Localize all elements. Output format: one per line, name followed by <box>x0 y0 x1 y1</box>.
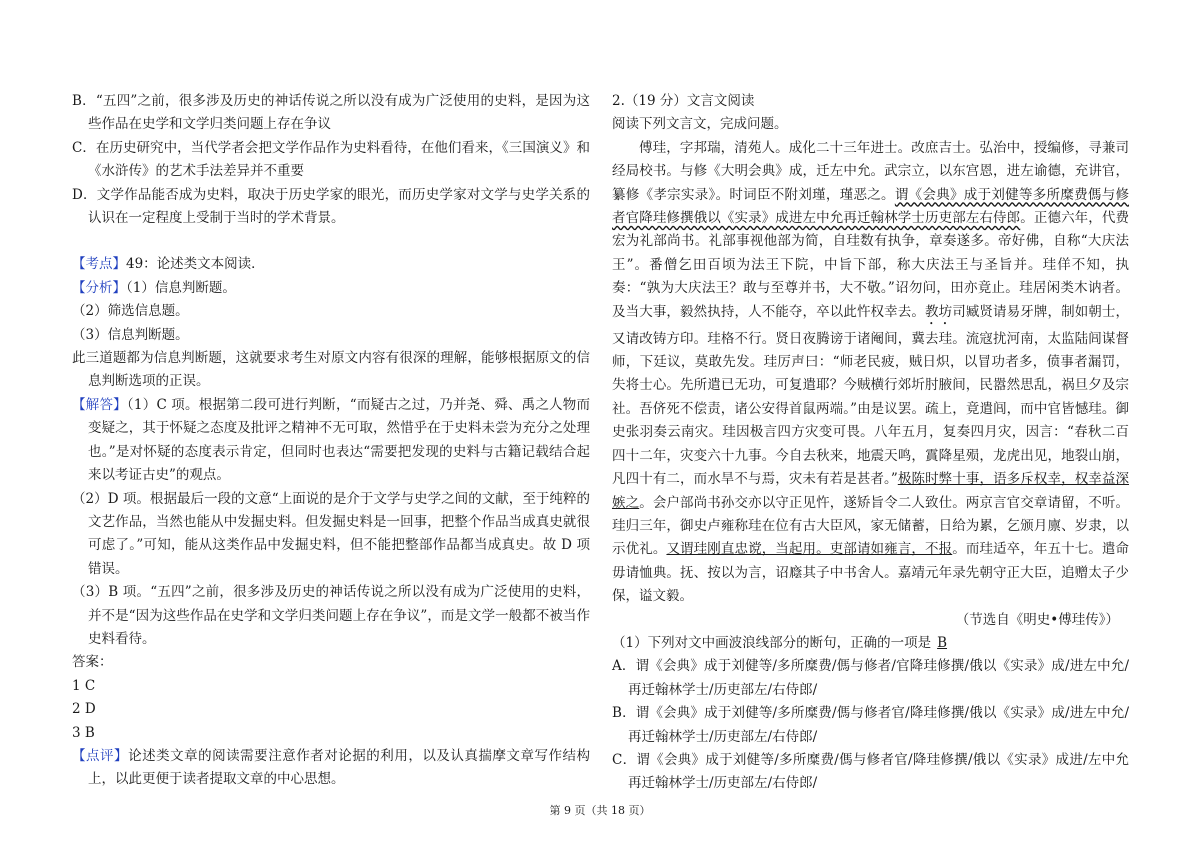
fenxi-item-3: （3）信息判断题。 <box>72 326 189 343</box>
instruction: 阅读下列文言文，完成问题。 <box>612 116 788 133</box>
kaodian-text: 49：论述类文本阅读． <box>126 256 265 273</box>
jieda-3: （3）B 项。“五四”之前，很多涉及历史的神话传说之所以没有成为广泛使用的史料，并不是“因为这些作品在史学和文学归类问题上存在争议”，而是文学一般都不被当作史料看待。 <box>72 584 590 647</box>
passage-part-c: 司臧贤请易牙牌，制如朝士，又请改铸方印。珪格不行。贤日夜腾谤于诸阉间，冀去珪。流寇扰河南，太监陆闾谋督师，下廷议，莫敢先发。珪厉声曰：“师老民疲，贼日炽，以冒功者多，偾事者漏罚，失将士心。先所遣已无功，可复遣耶？今贼横行郊圻肘腋间，民嚣然思乱，祸旦夕及宗社。吾侪死不偿责，诸公安得首鼠两端。”由是议罢。疏上，竟遣闾，而中官皆憾珪。御史张羽奏云南灾。珪因极言四方灾变可畏。八年五月，复奏四月灾，因言：“春秋二百四十二年，灾变六十九事。今自去秋来，地震天鸣，霣降星殒，龙虎出见，地裂山崩，凡四十有二，而水旱不与焉，灾未有若是甚者。” <box>612 303 1130 488</box>
passage-part-d: 。会户部尚书孙交亦以守正见忤，遂矫旨令二人致仕。两京言官交章请留，不听。珪归三年，御史卢雍称珪在位有古大臣风，家无储蓄，日给为累，乞颁月廪、岁隶，以示优礼。 <box>612 494 1130 558</box>
option-b: B．“五四”之前，很多涉及历史的神话传说之所以没有成为广泛使用的史料，是因为这些作品在史学和文学归类问题上存在争议 <box>72 93 590 133</box>
dianping-text: 论述类文章的阅读需要注意作者对论据的利用，以及认真揣摩文章写作结构上，以此更便于读者提取文章的中心思想。 <box>88 747 591 788</box>
underlined-sentence-2: 又谓珪刚直忠谠，当起用。吏部请如雍言，不报 <box>666 541 953 558</box>
right-column <box>612 90 1129 796</box>
q1-stem-text: （1）下列对文中画波浪线部分的断句，正确的一项是 <box>612 634 932 651</box>
fenxi-item-2: （2）筛选信息题。 <box>72 303 189 320</box>
q1-option-b: B．谓《会典》成于刘健等/多所糜费/傌与修者官/降珪修撰/俄以《实录》成/进左中允/再迁翰林学士/历吏部左/右侍郎/ <box>612 705 1129 745</box>
dianping <box>72 745 590 792</box>
passage-part-e: 。而珪适卒，年五十七。遣命毋请恤典。抚、按以为言，诏廕其子中书舍人。嘉靖元年录先朝守正大臣，追赠太子少保，谥文毅。 <box>612 541 1130 605</box>
fenxi-summary: 此三道题都为信息判断题，这就要求考生对原文内容有很深的理解，能够根据原文的信息判断选项的正误。 <box>72 350 590 390</box>
jieda-1-text: （1）C 项。根据第二段可进行判断，“而疑古之过，乃并尧、舜、禹之人物而变疑之，其于怀疑之态度及批评之精神不无可取，然惜乎在于史料未尝为充分之处理也。”是对怀疑的态度表示肯定，但同时也表达“需要把发现的史料与古籍记载结合起来以考证古史”的观点。 <box>88 396 590 484</box>
question-title: 2.（19 分）文言文阅读 <box>612 93 755 109</box>
q1-option-a: A．谓《会典》成于刘健等/多所糜费/傌与修者/官降珪修撰/俄以《实录》成/进左中允/再迁翰林学士/历吏部左/右侍郎/ <box>612 658 1129 698</box>
dianping-tag: 【点评】 <box>72 747 129 764</box>
kaodian <box>72 253 590 276</box>
answer-label: 答案： <box>72 654 113 671</box>
fenxi <box>72 277 590 300</box>
passage-part-a: 傅珪，字邦瑞，清苑人。成化二十三年进士。改庶吉士。弘治中，授编修，寻兼司经局校书。与修《大明会典》成，迁左中允。武宗立，以东宫恩，进左谕德，充讲官，纂修《孝宗实录》。时词臣不附刘瑾，瑾恶之。 <box>612 139 1129 203</box>
underlined-sentence-1: 极陈时弊十事，语多斥权幸，权幸益深嫉之 <box>612 471 1130 511</box>
q1-stem <box>612 632 1129 655</box>
q1-answer-blank: B <box>937 634 948 651</box>
page-footer: 第 9 页（共 18 页） <box>549 804 651 817</box>
option-d: D．文学作品能否成为史料，取决于历史学家的眼光，而历史学家对文学与史学关系的认识在一定程度上受制于当时的学术背景。 <box>72 186 590 227</box>
jieda-2: （2）D 项。根据最后一段的文意“上面说的是介于文学与史学之间的文献，至于纯粹的文艺作品，当然也能从中发掘史料。但发掘史料是一回事，把整个作品当成真史就很可虑了。”可知，能从这类作品中发掘史料，但不能把整部作品都当成真史。故 D 项错误。 <box>72 490 590 577</box>
jieda-tag: 【解答】 <box>72 396 127 413</box>
jieda-1 <box>72 394 590 488</box>
passage-source: （节选自《明史•傅珪传》） <box>955 611 1119 628</box>
fenxi-item-1: （1）信息判断题。 <box>126 279 236 296</box>
answer-1: 1 C <box>72 677 96 694</box>
answer-3: 3 B <box>72 724 95 741</box>
option-c: C．在历史研究中，当代学者会把文学作品作为史料看待，在他们看来，《三国演义》和《水浒传》的艺术手法差异并不重要 <box>72 139 590 180</box>
passage-part-b: 。正德六年，代费宏为礼部尚书。礼部事视他部为简，自珪数有执争，章奏遂多。帝好佛，自称“大庆法王”。番僧乞田百顷为法王下院，中旨下部，称大庆法王与圣旨并。珪佯不知，执奏：“孰为大庆法王？敢与至尊并书，大不敬。”诏勿问，田亦竟止。珪居闲类木讷者。及当大事，毅然执持，人不能夺，卒以此忤权幸去。 <box>612 210 1130 320</box>
wavy-underlined-text: 谓《会典》成于刘健等多所糜费傌与修者官降珪修撰俄以《实录》成进左中允再迁翰林学士历吏部左右侍郎 <box>612 186 1130 227</box>
kaodian-tag: 【考点】 <box>72 256 126 273</box>
answer-2: 2 D <box>72 701 96 718</box>
dotted-emphasis-text: 教坊 <box>925 303 953 320</box>
q1-option-c: C．谓《会典》成于刘健等/多所糜费/傌与修者官/降珪修撰/俄以《实录》成进/左中允再迁翰林学士/历吏部左/右侍郎/ <box>612 751 1129 792</box>
fenxi-tag: 【分析】 <box>72 279 126 296</box>
left-column <box>72 90 590 792</box>
classical-passage <box>612 137 1129 609</box>
